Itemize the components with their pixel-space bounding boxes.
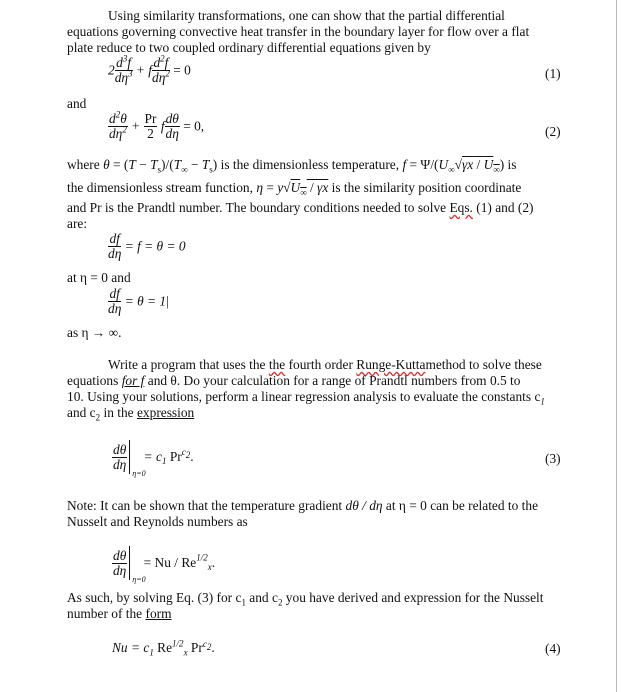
para1-line3: plate reduce to two coupled ordinary differential equations given by <box>67 40 431 55</box>
note-line1: Note: It can be shown that the temperature gradient dθ / dη at η = 0 can be related to the <box>67 498 539 513</box>
definitions-line3: and Pr is the Prandtl number. The boundary conditions needed to solve Eqs. (1) and (2) <box>67 200 534 215</box>
equation-4-label: (4) <box>545 641 561 656</box>
definitions-line2: the dimensionless stream function, $\eta = y√U_\infty / \gamma x$ is the similarity position coordinate <box>67 180 522 198</box>
equation-3-label: (3) <box>545 451 561 466</box>
bc1-at-text: at η = 0 and <box>67 270 131 285</box>
conclusion-line1: As such, by solving Eq. (3) for $c_1$ and $c_2$ you have derived and expression for the Nusselt <box>67 590 544 608</box>
definitions-line1: where $\theta = (T - T_s)/(T_\infty - T_s)$ is the dimensionless temperature, $f = \Psi/(U_\infty√\gamma x / U_\infty)$ is <box>67 157 517 175</box>
equation-4: $Nu = c_1$ $Re^{1/2}_x$ $Pr^{c_2}$. <box>112 638 215 658</box>
boundary-condition-2: $\frac{df}{d\eta}$ = θ = 1| <box>108 286 169 316</box>
equation-3: $\frac{d\theta}{d\eta}$ η=0 = $c_1$ $Pr^{c_2}$. <box>112 441 194 478</box>
definitions-are: are: <box>67 216 88 231</box>
para1-line2: equations governing convective heat transfer in the boundary layer for flow over a flat <box>67 24 530 39</box>
equation-2-label: (2) <box>545 124 561 139</box>
para2-line2: equations for f and θ. Do your calculation for a range of Prandtl numbers from 0.5 to <box>67 373 521 388</box>
page-edge-rule <box>616 0 617 692</box>
para2-line3: 10. Using your solutions, perform a linear regression analysis to evaluate the constants $c_1$ <box>67 389 545 407</box>
and-word: and <box>67 96 87 111</box>
eqs-spellcheck: Eqs. <box>449 200 473 215</box>
equation-1: 2 $\frac{d^3f}{d\eta^3}$ + f $\frac{d^2f}{d\eta^2}$ = 0 <box>108 53 191 85</box>
note-line2: Nusselt and Reynolds numbers as <box>67 514 248 529</box>
equation-nusselt: $\frac{d\theta}{d\eta}$ η=0 = Nu / $Re^{1/2}_x$. <box>112 547 216 584</box>
conclusion-line2: number of the form <box>67 606 172 621</box>
para1-line1: Using similarity transformations, one can show that the partial differential <box>108 8 505 23</box>
para2-line1: Write a program that uses the the fourth order Runge-Kuttamethod to solve these <box>108 357 542 372</box>
bc2-as-text: as η → ∞. <box>67 325 122 340</box>
equation-1-label: (1) <box>545 66 561 81</box>
boundary-condition-1: $\frac{df}{d\eta}$ = f = θ = 0 <box>108 231 186 261</box>
para2-line4: and $c_2$ in the expression <box>67 405 195 423</box>
equation-2: $\frac{d^2\theta}{d\eta^2}$ + $\frac{Pr}{2}$ f $\frac{d\theta}{d\eta}$ = 0, <box>108 109 205 141</box>
